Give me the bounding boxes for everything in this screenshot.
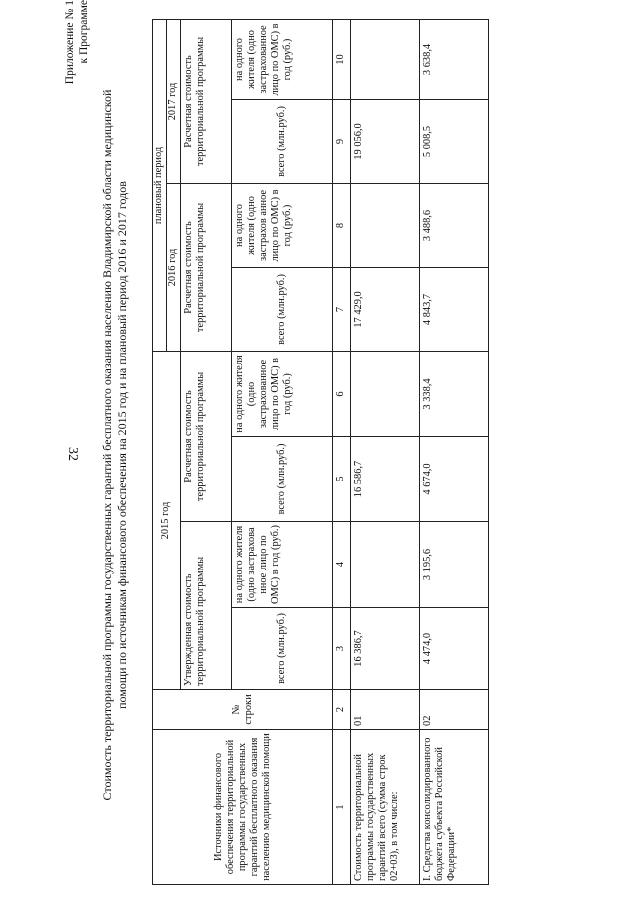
header-per-resident-8: на одного жителя (одно застрахов анное лицо по ОМС) в год (руб.) <box>232 183 333 267</box>
header-estimated-cost-2016: Расчетная стоимость территориальной программы <box>180 183 232 351</box>
header-row-1 <box>153 19 167 884</box>
header-per-resident-4: на одного жителя (одно застрахова нное лицо по ОМС) в год (руб.) <box>232 522 333 608</box>
column-number-row <box>333 19 351 884</box>
header-2017: 2017 год <box>166 19 180 183</box>
header-estimated-cost-2015: Расчетная стоимость территориальной программы <box>180 351 232 521</box>
row-number: 01 <box>351 690 420 730</box>
appendix-line-1: Приложение № 1 <box>64 0 76 85</box>
cell-value: 4 674,0 <box>420 437 489 522</box>
header-per-resident-10: на одного жителя (одно застрахованное лицо по ОМС) в год (руб.) <box>232 19 333 99</box>
cell-value: 16 586,7 <box>351 437 420 522</box>
title-line-2: помощи по источникам финансового обеспечения на 2015 год и на плановый период 2016 и 2017 годов <box>115 181 129 709</box>
cell-value: 4 843,7 <box>420 267 489 351</box>
cell-value <box>351 522 420 608</box>
cell-value: 5 008,5 <box>420 99 489 183</box>
cell-value <box>351 183 420 267</box>
header-total-9: всего (млн.руб.) <box>232 99 333 183</box>
header-row-number: № строки <box>153 690 333 730</box>
col-number: 10 <box>333 19 351 99</box>
table-row <box>351 19 420 884</box>
col-number: 4 <box>333 522 351 608</box>
header-approved-cost: Утвержденная стоимость территориальной программы <box>180 522 232 690</box>
cell-value: 3 488,6 <box>420 183 489 267</box>
col-number: 8 <box>333 183 351 267</box>
cell-value: 19 056,0 <box>351 99 420 183</box>
header-per-resident-6: на одного жителя (одно застрахованное лицо по ОМС) в год (руб.) <box>232 351 333 436</box>
col-number: 1 <box>333 730 351 885</box>
col-number: 2 <box>333 690 351 730</box>
cell-value <box>351 19 420 99</box>
title-line-1: Стоимость территориальной программы государственных гарантий бесплатного оказания населению Владимирской области медицинской <box>100 89 114 801</box>
header-total-7: всего (млн.руб.) <box>232 267 333 351</box>
col-number: 5 <box>333 437 351 522</box>
appendix-line-2: к Программе <box>78 0 90 64</box>
rotated-page <box>60 0 620 890</box>
cell-value: 3 195,6 <box>420 522 489 608</box>
document-title <box>100 0 130 890</box>
row-number: 02 <box>420 690 489 730</box>
appendix-label <box>63 0 91 84</box>
col-number: 7 <box>333 267 351 351</box>
header-total-3: всего (млн.руб.) <box>232 608 333 690</box>
header-total-5: всего (млн.руб.) <box>232 437 333 522</box>
table-row <box>420 19 489 884</box>
cell-value: 17 429,0 <box>351 267 420 351</box>
header-2015: 2015 год <box>153 351 181 689</box>
page-number: 32 <box>65 447 80 461</box>
header-planned-period: плановый период <box>153 19 167 351</box>
header-estimated-cost-2017: Расчетная стоимость территориальной программы <box>180 19 232 183</box>
cell-value: 4 474,0 <box>420 608 489 690</box>
row-label: Стоимость территориальной программы государственных гарантий всего (сумма строк 02+03), в том числе: <box>351 730 420 885</box>
col-number: 3 <box>333 608 351 690</box>
cell-value: 3 638,4 <box>420 19 489 99</box>
row-label: I. Средства консолидированного бюджета субъекта Российской Федерации* <box>420 730 489 885</box>
cell-value: 16 386,7 <box>351 608 420 690</box>
cost-table <box>152 19 489 885</box>
header-2016: 2016 год <box>166 183 180 351</box>
cell-value <box>351 351 420 436</box>
col-number: 6 <box>333 351 351 436</box>
header-source: Источники финансового обеспечения территориальной программы государственных гарантий бесплатного оказания населению медицинской помощи <box>153 730 333 885</box>
cell-value: 3 338,4 <box>420 351 489 436</box>
col-number: 9 <box>333 99 351 183</box>
